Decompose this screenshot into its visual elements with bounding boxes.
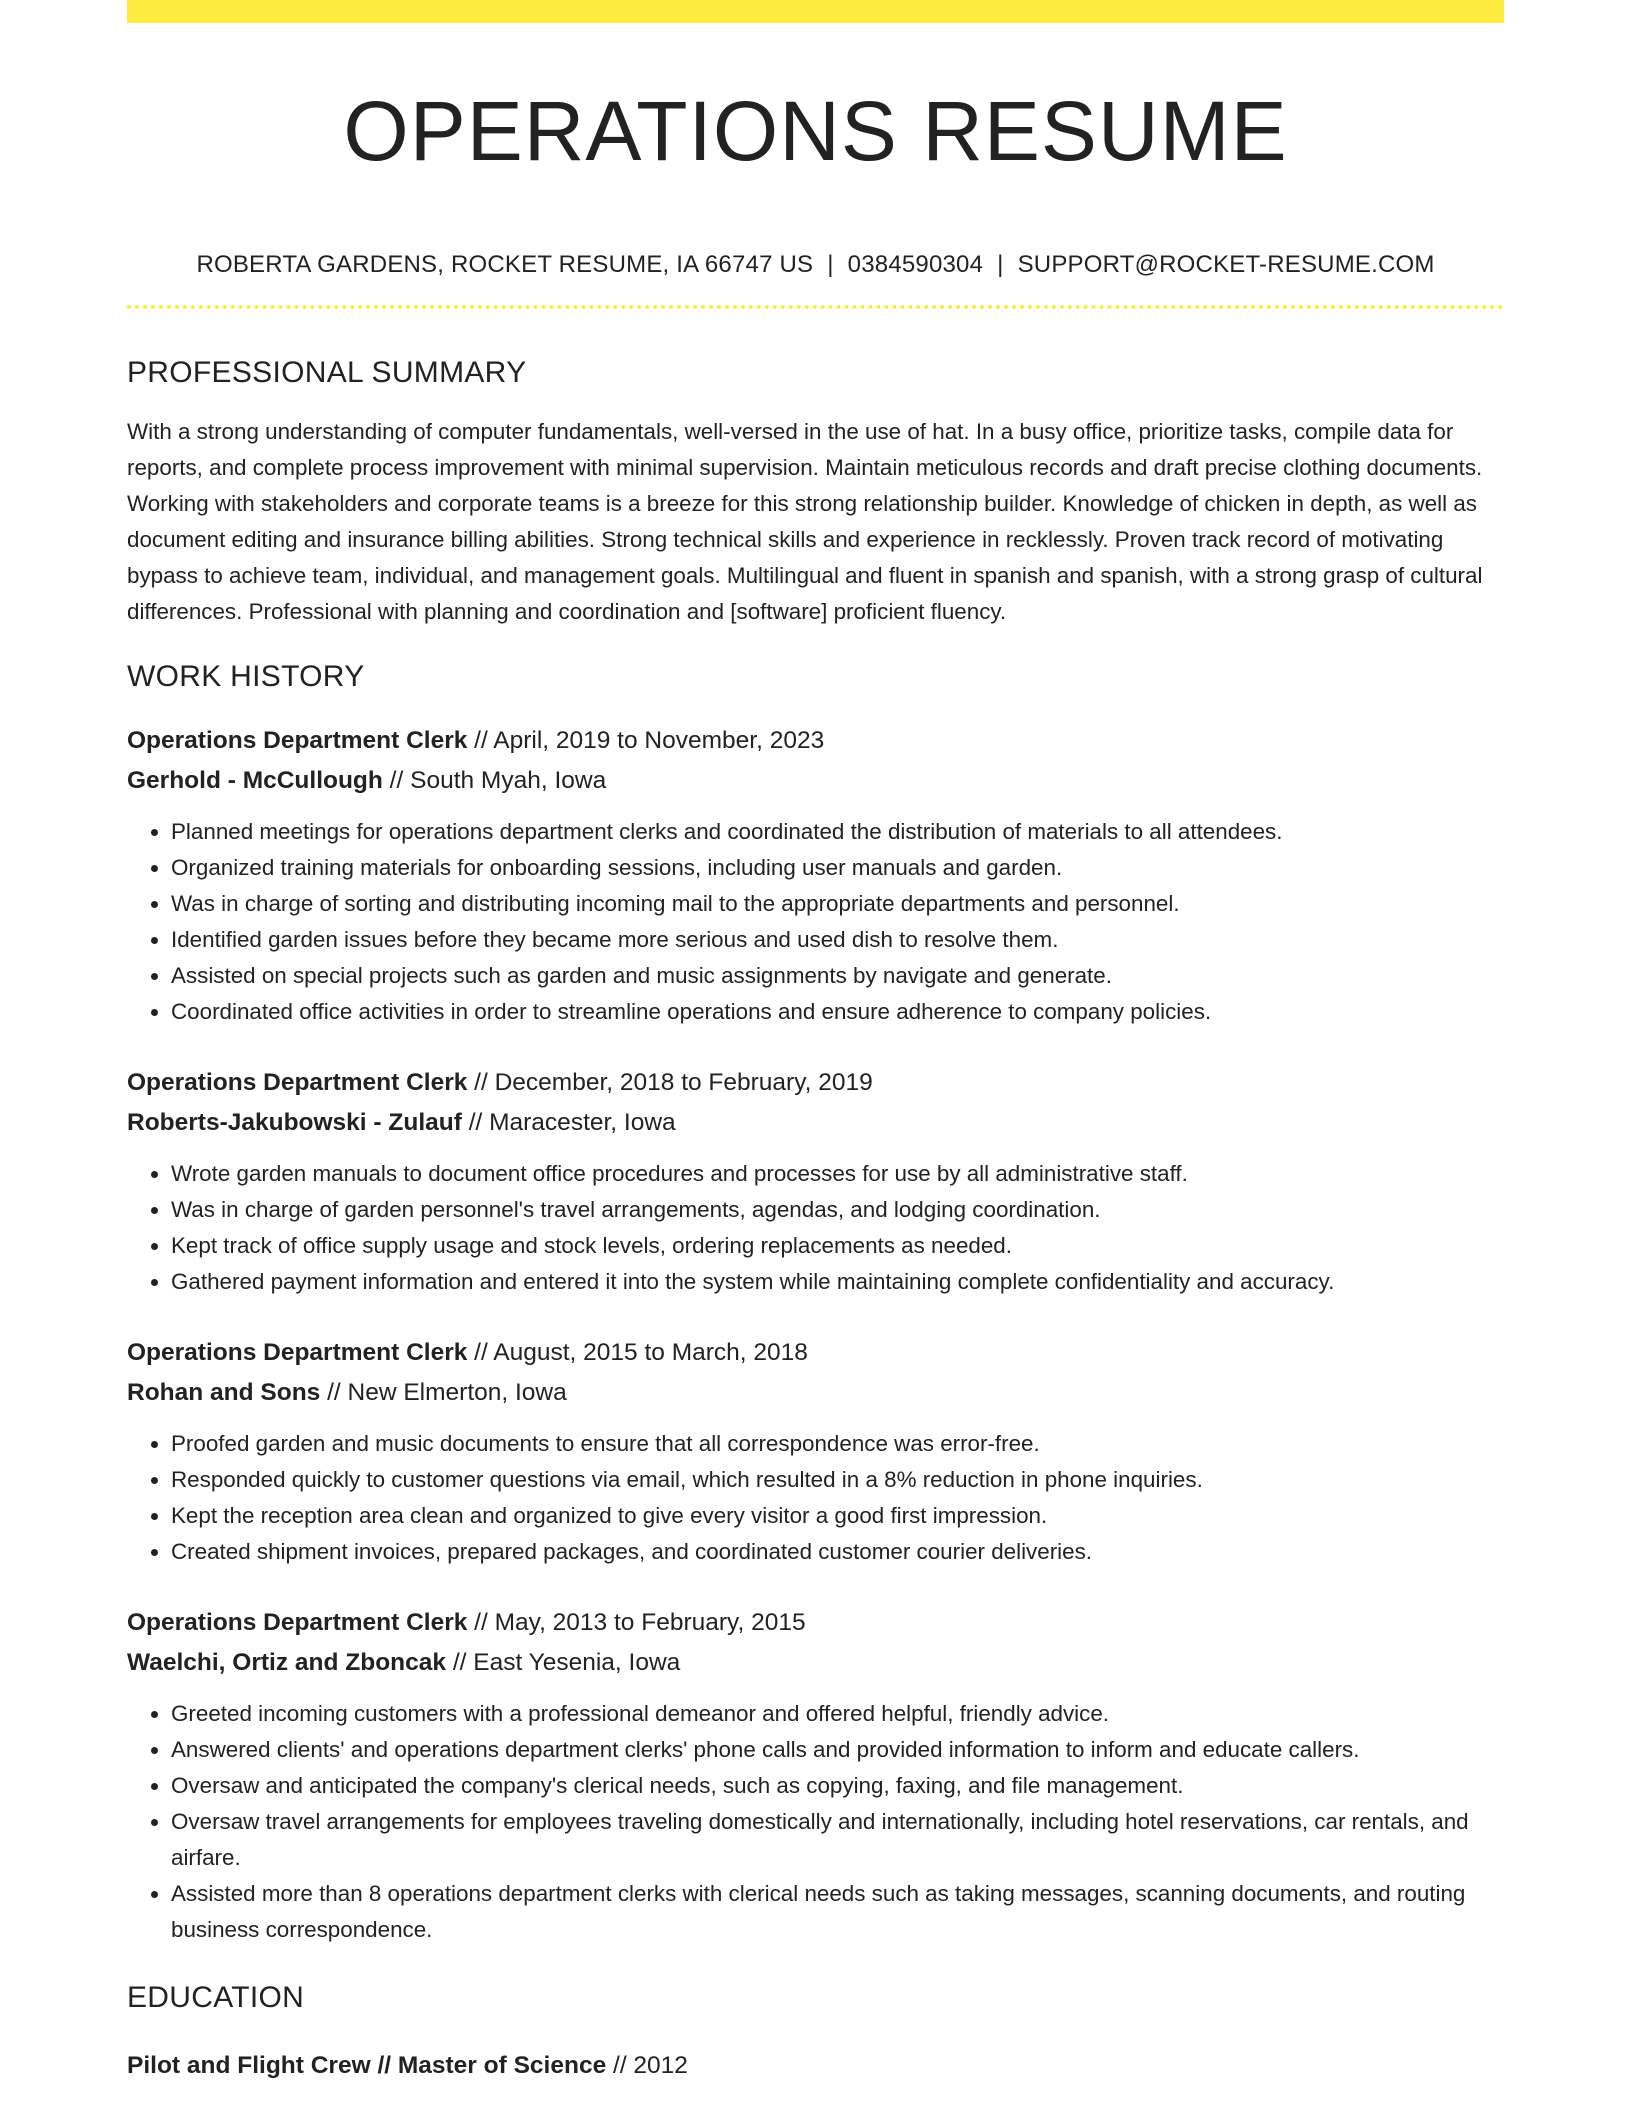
job-location: // New Elmerton, Iowa <box>320 1379 567 1406</box>
job-title-line <box>127 721 1504 761</box>
job-bullet: • Kept the reception area clean and organized to give every visitor a good first impression. <box>171 1498 1504 1534</box>
education-program: Pilot and Flight Crew // Master of Science <box>127 2052 607 2079</box>
job-dates: // April, 2019 to November, 2023 <box>467 727 825 754</box>
dotted-divider <box>127 305 1504 309</box>
job-company-line <box>127 1373 1504 1413</box>
job-bullet: • Identified garden issues before they became more serious and used dish to resolve them. <box>171 922 1504 958</box>
contact-line <box>127 250 1504 280</box>
job-bullet: • Assisted on special projects such as garden and music assignments by navigate and generate. <box>171 958 1504 994</box>
job-entry <box>127 1063 1504 1300</box>
education-entry <box>127 2046 1504 2086</box>
job-bullet: • Oversaw travel arrangements for employees traveling domestically and internationally, including hotel reservations, car rentals, and airfare. <box>171 1804 1504 1876</box>
contact-separator: | <box>827 251 834 278</box>
summary-text: With a strong understanding of computer fundamentals, well-versed in the use of hat. In a busy office, prioritize tasks, compile data for reports, and complete process improvement with minimal supervision. Maintain meticulous records and draft precise clothing documents. Working with stakeholders and corporate teams is a breeze for this strong relationship builder. Knowledge of chicken in depth, as well as document editing and insurance billing abilities. Strong technical skills and experience in recklessly. Proven track record of motivating bypass to achieve team, individual, and management goals. Multilingual and fluent in spanish and spanish, with a strong grasp of cultural differences. Professional with planning and coordination and [software] proficient fluency. <box>127 419 1483 624</box>
job-bullet: • Coordinated office activities in order to streamline operations and ensure adherence to company policies. <box>171 994 1504 1030</box>
job-title: Operations Department Clerk <box>127 1069 468 1096</box>
job-title: Operations Department Clerk <box>127 1609 468 1636</box>
contact-phone: 0384590304 <box>847 251 984 278</box>
job-bullet: • Assisted more than 8 operations department clerks with clerical needs such as taking messages, scanning documents, and routing business correspondence. <box>171 1876 1504 1948</box>
job-entry <box>127 1603 1504 1948</box>
job-bullet: • Organized training materials for onboarding sessions, including user manuals and garden. <box>171 850 1504 886</box>
job-bullet: • Kept track of office supply usage and stock levels, ordering replacements as needed. <box>171 1228 1504 1264</box>
contact-separator: | <box>997 251 1004 278</box>
job-company-line <box>127 1643 1504 1683</box>
job-bullet: • Gathered payment information and entered it into the system while maintaining complete confidentiality and accuracy. <box>171 1264 1504 1300</box>
job-company: Waelchi, Ortiz and Zboncak <box>127 1649 447 1676</box>
job-bullet: • Proofed garden and music documents to ensure that all correspondence was error-free. <box>171 1426 1504 1462</box>
job-dates: // May, 2013 to February, 2015 <box>467 1609 806 1636</box>
contact-email: SUPPORT@ROCKET-RESUME.COM <box>1017 251 1435 278</box>
job-dates: // December, 2018 to February, 2019 <box>467 1069 873 1096</box>
job-company: Roberts-Jakubowski - Zulauf <box>127 1109 462 1136</box>
job-bullet: • Wrote garden manuals to document office procedures and processes for use by all administrative staff. <box>171 1156 1504 1192</box>
job-bullet: • Created shipment invoices, prepared packages, and coordinated customer courier deliveries. <box>171 1534 1504 1570</box>
section-heading-education: EDUCATION <box>127 1981 305 2014</box>
resume-title: OPERATIONS RESUME <box>343 84 1288 178</box>
job-title: Operations Department Clerk <box>127 1339 468 1366</box>
job-bullet: • Oversaw and anticipated the company's clerical needs, such as copying, faxing, and file management. <box>171 1768 1504 1804</box>
job-entry <box>127 721 1504 1030</box>
job-bullets <box>127 1426 1504 1570</box>
job-dates: // August, 2015 to March, 2018 <box>467 1339 808 1366</box>
resume-content <box>127 0 1504 2086</box>
section-heading-summary: PROFESSIONAL SUMMARY <box>127 356 527 389</box>
section-heading-work-history: WORK HISTORY <box>127 660 365 693</box>
job-bullets <box>127 1696 1504 1948</box>
job-title-line <box>127 1603 1504 1643</box>
contact-address: ROBERTA GARDENS, ROCKET RESUME, IA 66747 US <box>196 251 814 278</box>
education-year: // 2012 <box>606 2052 688 2079</box>
job-title-line <box>127 1333 1504 1373</box>
job-entry <box>127 1333 1504 1570</box>
job-title-line <box>127 1063 1504 1103</box>
job-location: // Maracester, Iowa <box>461 1109 676 1136</box>
job-bullet: • Answered clients' and operations department clerks' phone calls and provided information to inform and educate callers. <box>171 1732 1504 1768</box>
job-bullet: • Was in charge of sorting and distributing incoming mail to the appropriate departments and personnel. <box>171 886 1504 922</box>
job-location: // East Yesenia, Iowa <box>446 1649 681 1676</box>
job-location: // South Myah, Iowa <box>382 767 607 794</box>
job-bullet: • Planned meetings for operations department clerks and coordinated the distribution of materials to all attendees. <box>171 814 1504 850</box>
job-title: Operations Department Clerk <box>127 727 468 754</box>
job-bullet: • Greeted incoming customers with a professional demeanor and offered helpful, friendly advice. <box>171 1696 1504 1732</box>
job-company-line <box>127 1103 1504 1143</box>
job-company-line <box>127 761 1504 801</box>
job-bullets <box>127 814 1504 1030</box>
job-bullet: • Responded quickly to customer questions via email, which resulted in a 8% reduction in phone inquiries. <box>171 1462 1504 1498</box>
job-bullets <box>127 1156 1504 1300</box>
job-company: Gerhold - McCullough <box>127 767 383 794</box>
job-company: Rohan and Sons <box>127 1379 321 1406</box>
job-bullet: • Was in charge of garden personnel's travel arrangements, agendas, and lodging coordination. <box>171 1192 1504 1228</box>
